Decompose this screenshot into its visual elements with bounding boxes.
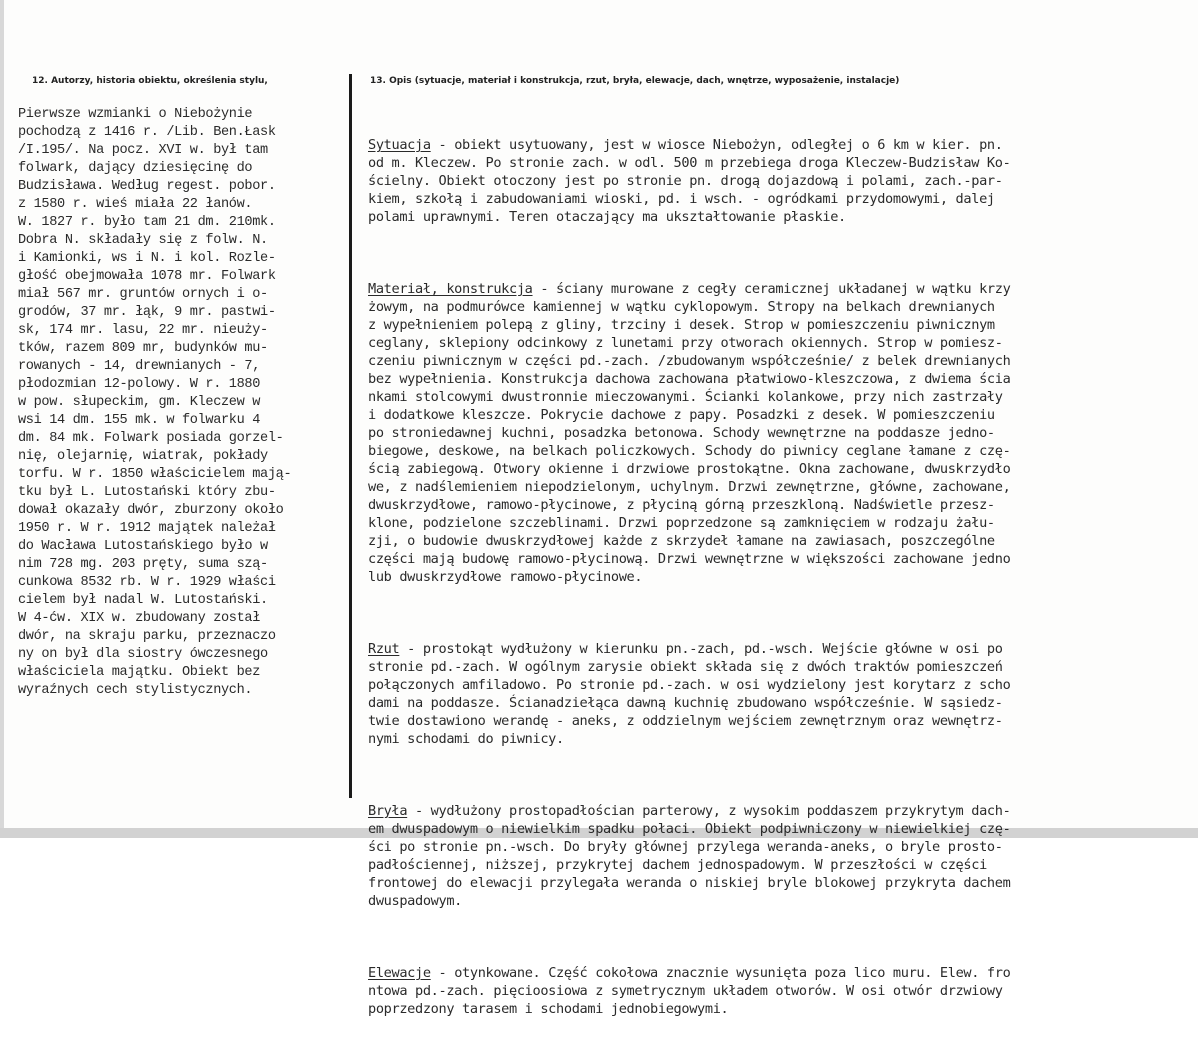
section-label: Sytuacja [368, 137, 431, 153]
section-material-konstrukcja [368, 280, 1196, 586]
section-elewacje [368, 964, 1196, 1018]
section-bryla [368, 802, 1196, 910]
section-12-header: 12. Autorzy, historia obiektu, określenia stylu, [32, 76, 268, 86]
section-sytuacja [368, 136, 1196, 226]
description-text [368, 100, 1196, 1054]
section-body: - ściany murowane z cegły ceramicznej układanej w wątku krzy żowym, na podmurówce kamiennej w wątku cyklopowym. Stropy na belkach drewnianych z wypełnieniem polepą z gliny, trzciny i desek. Strop w pomieszczeniu piwnicznym ceglany, sklepiony odcinkowy z lunetami przy otworach okiennych. Strop w pomiesz- czeniu piwnicznym w części pd.-zach. /zbudowanym współcześnie/ z belek drewnianych bez wypełnienia. Konstrukcja dachowa zachowana płatwiowo-kleszczowa, z dwiema ścia nkami stolcowymi dwustronnie mieczowanymi. Ścianki kolankowe, przy nich zastrzały i dodatkowe kleszcze. Pokrycie dachowe z papy. Posadzki z desek. W pomieszczeniu po stroniedawnej kuchni, posadzka betonowa. Schody wewnętrzne na poddasze jedno- biegowe, deskowe, na belkach policzkowych. Schody do piwnicy ceglane łamane z czę- ścią zabiegową. Otwory okienne i drzwiowe prostokątne. Okna zachowane, dwuskrzydło we, z nadślemieniem niepodzielonym, uchylnym. Drzwi zewnętrzne, główne, zachowane, dwuskrzydłowe, ramowo-płycinowe, z płyciną górną przeszkloną. Nadświetle przesz- klone, podzielone szczeblinami. Drzwi poprzedzone są zamknięciem w rodzaju żału- zji, o budowie dwuskrzydłowej każde z skrzydeł łamane na zawiasach, poszczególne części mają budowę ramowo-płycinową. Drzwi wewnętrzne w większości zachowane jedno lub dwuskrzydłowe ramowo-płycinowe. [368, 281, 1011, 585]
card-left-edge [0, 0, 4, 838]
section-body: - obiekt usytuowany, jest w wiosce Niebożyn, odległej o 6 km w kier. pn. od m. Kleczew. Po stronie zach. w odl. 500 m przebiega droga Kleczew-Budzisław Ko- ścielny. Obiekt otoczony jest po stronie pn. drogą dojazdową i polami, zach.-par- kiem, szkołą i zabudowaniami wioski, pd. i wsch. - ogródkami przydomowymi, dalej polami uprawnymi. Teren otaczający ma ukształtowanie płaskie. [368, 137, 1011, 225]
history-text: Pierwsze wzmianki o Niebożynie pochodzą z 1416 r. /Lib. Ben.Łask /I.195/. Na pocz. XVI w. był tam folwark, dający dziesięcinę do Budzisława. Według regest. pobor. z 1580 r. wieś miała 22 łanów. W. 1827 r. było tam 21 dm. 210mk. Dobra N. składały się z folw. N. i Kamionki, ws i N. i kol. Rozle- głość obejmowała 1078 mr. Folwark miał 567 mr. gruntów ornych i o- grodów, 37 mr. łąk, 9 mr. pastwi- sk, 174 mr. lasu, 22 mr. nieuży- tków, razem 809 mr, budynków mu- rowanych - 14, drewnianych - 7, płodozmian 12-polowy. W r. 1880 w pow. słupeckim, gm. Kleczew w wsi 14 dm. 155 mk. w folwarku 4 dm. 84 mk. Folwark posiada gorzel- nię, olejarnię, wiatrak, pokłady torfu. W r. 1850 właścicielem mają- tku był L. Lutostański który zbu- dował okazały dwór, zburzony około 1950 r. W r. 1912 majątek należał do Wacława Lutostańskiego było w nim 728 mg. 203 pręty, suma szą- cunkowa 8532 rb. W r. 1929 właści cielem był nadal W. Lutostański. W 4-ćw. XIX w. zbudowany został dwór, na skraju parku, przeznaczo ny on był dla siostry ówczesnego właściciela majątku. Obiekt bez wyraźnych cech stylistycznych. [18, 107, 292, 698]
section-label: Materiał, konstrukcja [368, 281, 533, 297]
section-13-header: 13. Opis (sytuacje, materiał i konstrukcja, rzut, bryła, elewacje, dach, wnętrze, wyposażenie, instalacje) [370, 76, 900, 86]
section-label: Bryła [368, 803, 408, 819]
section-body: - otynkowane. Część cokołowa znacznie wysunięta poza lico muru. Elew. fro ntowa pd.-zach. pięcioosiowa z symetrycznym układem otworów. W osi otwór drzwiowy poprzedzony tarasem i schodami jednobiegowymi. [368, 965, 1011, 1017]
section-body: - wydłużony prostopadłościan parterowy, z wysokim poddaszem przykrytym dach- em dwuspadowym o niewielkim spadku połaci. Obiekt podpiwniczony w niewielkiej czę- ści po stronie pn.-wsch. Do bryły głównej przylega weranda-aneks, o bryle prosto- padłościennej, niższej, przykrytej dachem jednospadowym. W przeszłości w części frontowej do elewacji przylegała weranda o niskiej bryle blokowej przykryta dachem dwuspadowym. [368, 803, 1011, 909]
section-rzut [368, 640, 1196, 748]
section-label: Elewacje [368, 965, 431, 981]
section-label: Rzut [368, 641, 400, 657]
section-body: - prostokąt wydłużony w kierunku pn.-zach, pd.-wsch. Wejście główne w osi po stronie pd.-zach. W ogólnym zarysie obiekt składa się z dwóch traktów pomieszczeń połączonych amfiladowo. Po stronie pd.-zach. w osi wydzielony jest korytarz z scho dami na poddasze. Ścianadziełąca dawną kuchnię zbudowano współcześnie. W sąsiedz- twie dostawiono werandę - aneks, z oddzielnym wejściem zewnętrznym oraz wewnętrz- nymi schodami do piwnicy. [368, 641, 1011, 747]
